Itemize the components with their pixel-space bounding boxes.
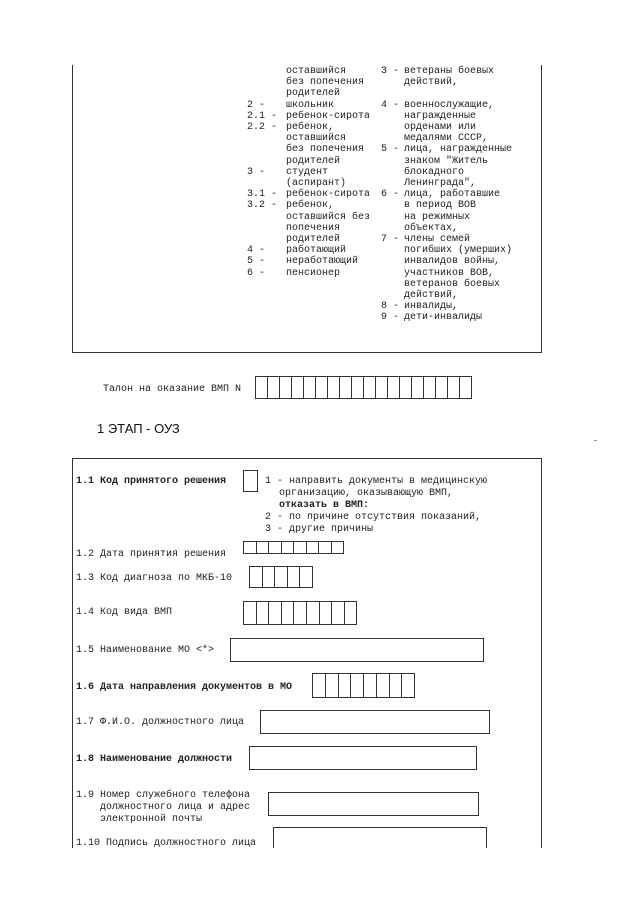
left-list-item-code: 2 - (247, 99, 266, 111)
field-1-4-label: 1.4 Код вида ВМП (76, 607, 173, 618)
left-list-item-text: студент (286, 166, 329, 178)
right-list-item-code: 4 - (381, 99, 400, 111)
right-list-item-text: дети-инвалиды (404, 312, 483, 324)
left-list-item-code: 3.2 - (247, 200, 278, 212)
input-cell[interactable] (326, 673, 339, 698)
field-1-6-label: 1.6 Дата направления документов в МО (76, 682, 293, 693)
field-1-1-label: 1.1 Код принятого решения (76, 476, 227, 487)
input-cell[interactable] (352, 376, 364, 399)
left-list-item-text: пенсионер (286, 267, 341, 279)
input-cell[interactable] (257, 601, 270, 625)
input-cell[interactable] (402, 673, 415, 698)
input-cell[interactable] (256, 376, 268, 399)
right-list-item-code: 6 - (381, 189, 400, 201)
decision-option-3: 3 - другие причины (265, 524, 374, 535)
input-cell[interactable] (269, 541, 282, 554)
input-cell[interactable] (436, 376, 448, 399)
input-cell[interactable] (304, 376, 316, 399)
signature-field[interactable] (273, 827, 487, 848)
left-list-item-text: школьник (286, 99, 335, 111)
field-1-5-label: 1.5 Наименование МО <*> (76, 645, 215, 656)
left-list-item-text: попечения (286, 222, 341, 234)
left-list-item-text: родителей (286, 155, 341, 167)
right-list-item-text: ветеранов боевых (404, 278, 501, 290)
input-cell[interactable] (257, 541, 270, 554)
field-1-7-label: 1.7 Ф.И.О. должностного лица (76, 717, 245, 728)
right-list-item-code: 8 - (381, 301, 400, 313)
input-cell[interactable] (316, 376, 328, 399)
left-list-item-text: неработающий (286, 256, 359, 268)
input-cell[interactable] (244, 601, 257, 625)
right-list-item-text: на режимных (404, 211, 471, 223)
field-1-9-label-line3: электронной почты (100, 814, 203, 825)
input-cell[interactable] (339, 673, 352, 698)
input-cell[interactable] (377, 673, 390, 698)
form-frame-top (72, 458, 541, 459)
input-cell[interactable] (280, 376, 292, 399)
left-list-item-text: родителей (286, 234, 341, 245)
field-1-9-label-line1: 1.9 Номер служебного телефона (76, 790, 251, 801)
right-list-item-text: в период ВОВ (404, 200, 477, 212)
left-list-item-code: 2.1 - (247, 110, 278, 122)
input-cell[interactable] (400, 376, 412, 399)
right-list-item-text: знаком "Житель (404, 155, 489, 167)
contact-field[interactable] (268, 792, 479, 816)
right-list-item-text: лица, награжденные (404, 144, 513, 156)
left-list-item-text: оставшийся (286, 66, 347, 77)
vmp-type-code-cells[interactable] (243, 601, 357, 625)
left-list-item-text: ребенок, (286, 200, 335, 212)
left-list-item-text: работающий (286, 245, 347, 257)
input-cell[interactable] (292, 376, 304, 399)
position-field[interactable] (249, 746, 477, 770)
input-cell[interactable] (294, 541, 307, 554)
right-list-item-code: 3 - (381, 66, 400, 77)
left-list-item-text: ребенок-сирота (286, 110, 371, 122)
input-cell[interactable] (328, 376, 340, 399)
input-cell[interactable] (388, 376, 400, 399)
field-1-10-label: 1.10 Подпись должностного лица (76, 838, 257, 849)
official-name-field[interactable] (260, 710, 490, 734)
decision-date-cells[interactable] (243, 541, 344, 554)
mo-name-field[interactable] (230, 638, 484, 662)
right-list-item-text: орденами или (404, 122, 477, 133)
left-list-item-code: 5 - (247, 256, 266, 268)
input-cell[interactable] (448, 376, 460, 399)
right-list-item-text: ветераны боевых (404, 66, 495, 77)
input-cell[interactable] (288, 566, 301, 588)
top-frame-right (541, 65, 542, 352)
right-list-item-text: награжденные (404, 110, 477, 122)
field-1-8-label: 1.8 Наименование должности (76, 754, 233, 765)
right-list-item-code: 5 - (381, 144, 400, 156)
talon-label: Талон на оказание ВМП N (103, 384, 242, 395)
left-list-item-code: 3.1 - (247, 189, 278, 201)
input-cell[interactable] (313, 673, 326, 698)
left-list-item-text: без попечения (286, 77, 365, 89)
input-cell[interactable] (340, 376, 352, 399)
input-cell[interactable] (307, 601, 320, 625)
left-list-item-text: оставшийся без (286, 211, 371, 223)
send-date-cells[interactable] (312, 673, 415, 698)
field-1-2-label: 1.2 Дата принятия решения (76, 549, 227, 560)
right-list-item-text: лица, работавшие (404, 189, 501, 201)
input-cell[interactable] (269, 601, 282, 625)
decision-option-1-cont: организацию, оказывающую ВМП, (279, 488, 454, 499)
left-list-item-text: без попечения (286, 144, 365, 156)
field-1-3-label: 1.3 Код диагноза по МКБ-10 (76, 573, 233, 584)
input-cell[interactable] (364, 376, 376, 399)
right-list-item-text: объектах, (404, 222, 459, 234)
left-list-item-text: ребенок, (286, 122, 335, 133)
input-cell[interactable] (244, 541, 257, 554)
talon-number-cells[interactable] (255, 376, 472, 399)
input-cell[interactable] (460, 376, 472, 399)
right-list-item-text: члены семей (404, 234, 471, 245)
right-list-item-text: Ленинграда", (404, 178, 477, 189)
right-list-item-text: блокадного (404, 166, 465, 178)
input-cell[interactable] (300, 566, 313, 588)
field-1-9-label-line2: должностного лица и адрес (100, 802, 251, 813)
input-cell[interactable] (376, 376, 388, 399)
left-list-item-text: (аспирант) (286, 178, 347, 189)
right-list-item-text: действий, (404, 77, 459, 89)
right-list-item-code: 7 - (381, 234, 400, 245)
input-cell[interactable] (250, 566, 263, 588)
input-cell[interactable] (268, 376, 280, 399)
right-list-item-text: погибших (умерших) (404, 245, 513, 257)
left-list-item-code: 4 - (247, 245, 266, 257)
input-cell[interactable] (364, 673, 377, 698)
left-list-item-text: родителей (286, 88, 341, 100)
right-list-item-text: инвалиды, (404, 301, 459, 313)
diagnosis-code-cells[interactable] (249, 566, 313, 588)
margin-mark (594, 440, 597, 441)
input-cell[interactable] (282, 601, 295, 625)
right-list-item-text: инвалидов войны, (404, 256, 501, 268)
form-frame-right (541, 458, 542, 848)
input-cell[interactable] (332, 601, 345, 625)
left-list-item-text: ребенок-сирота (286, 189, 371, 201)
decision-code-box[interactable] (243, 470, 258, 492)
input-cell[interactable] (320, 601, 333, 625)
top-frame-left (72, 65, 73, 352)
left-list-item-code: 2.2 - (247, 122, 278, 133)
input-cell[interactable] (282, 541, 295, 554)
right-list-item-text: медалями СССР, (404, 133, 489, 145)
left-list-item-code: 6 - (247, 267, 266, 279)
input-cell[interactable] (424, 376, 436, 399)
top-frame-bottom (72, 352, 542, 353)
decision-option-1: 1 - направить документы в медицинскую (265, 476, 488, 487)
right-list-item-text: участников ВОВ, (404, 267, 495, 279)
decision-refuse-heading: отказать в ВМП: (279, 500, 370, 511)
input-cell[interactable] (263, 566, 276, 588)
input-cell[interactable] (390, 673, 403, 698)
decision-option-2: 2 - по причине отсутствия показаний, (265, 512, 482, 523)
right-list-item-text: действий, (404, 290, 459, 301)
input-cell[interactable] (351, 673, 364, 698)
input-cell[interactable] (345, 601, 358, 625)
input-cell[interactable] (332, 541, 345, 554)
stage-heading: 1 ЭТАП - ОУЗ (97, 421, 180, 436)
right-list-item-text: военнослужащие, (404, 99, 495, 111)
input-cell[interactable] (412, 376, 424, 399)
input-cell[interactable] (294, 601, 307, 625)
left-list-item-text: оставшийся (286, 133, 347, 145)
input-cell[interactable] (307, 541, 320, 554)
right-list-item-code: 9 - (381, 312, 400, 324)
input-cell[interactable] (275, 566, 288, 588)
form-frame-left (72, 458, 73, 848)
left-list-item-code: 3 - (247, 166, 266, 178)
input-cell[interactable] (319, 541, 332, 554)
